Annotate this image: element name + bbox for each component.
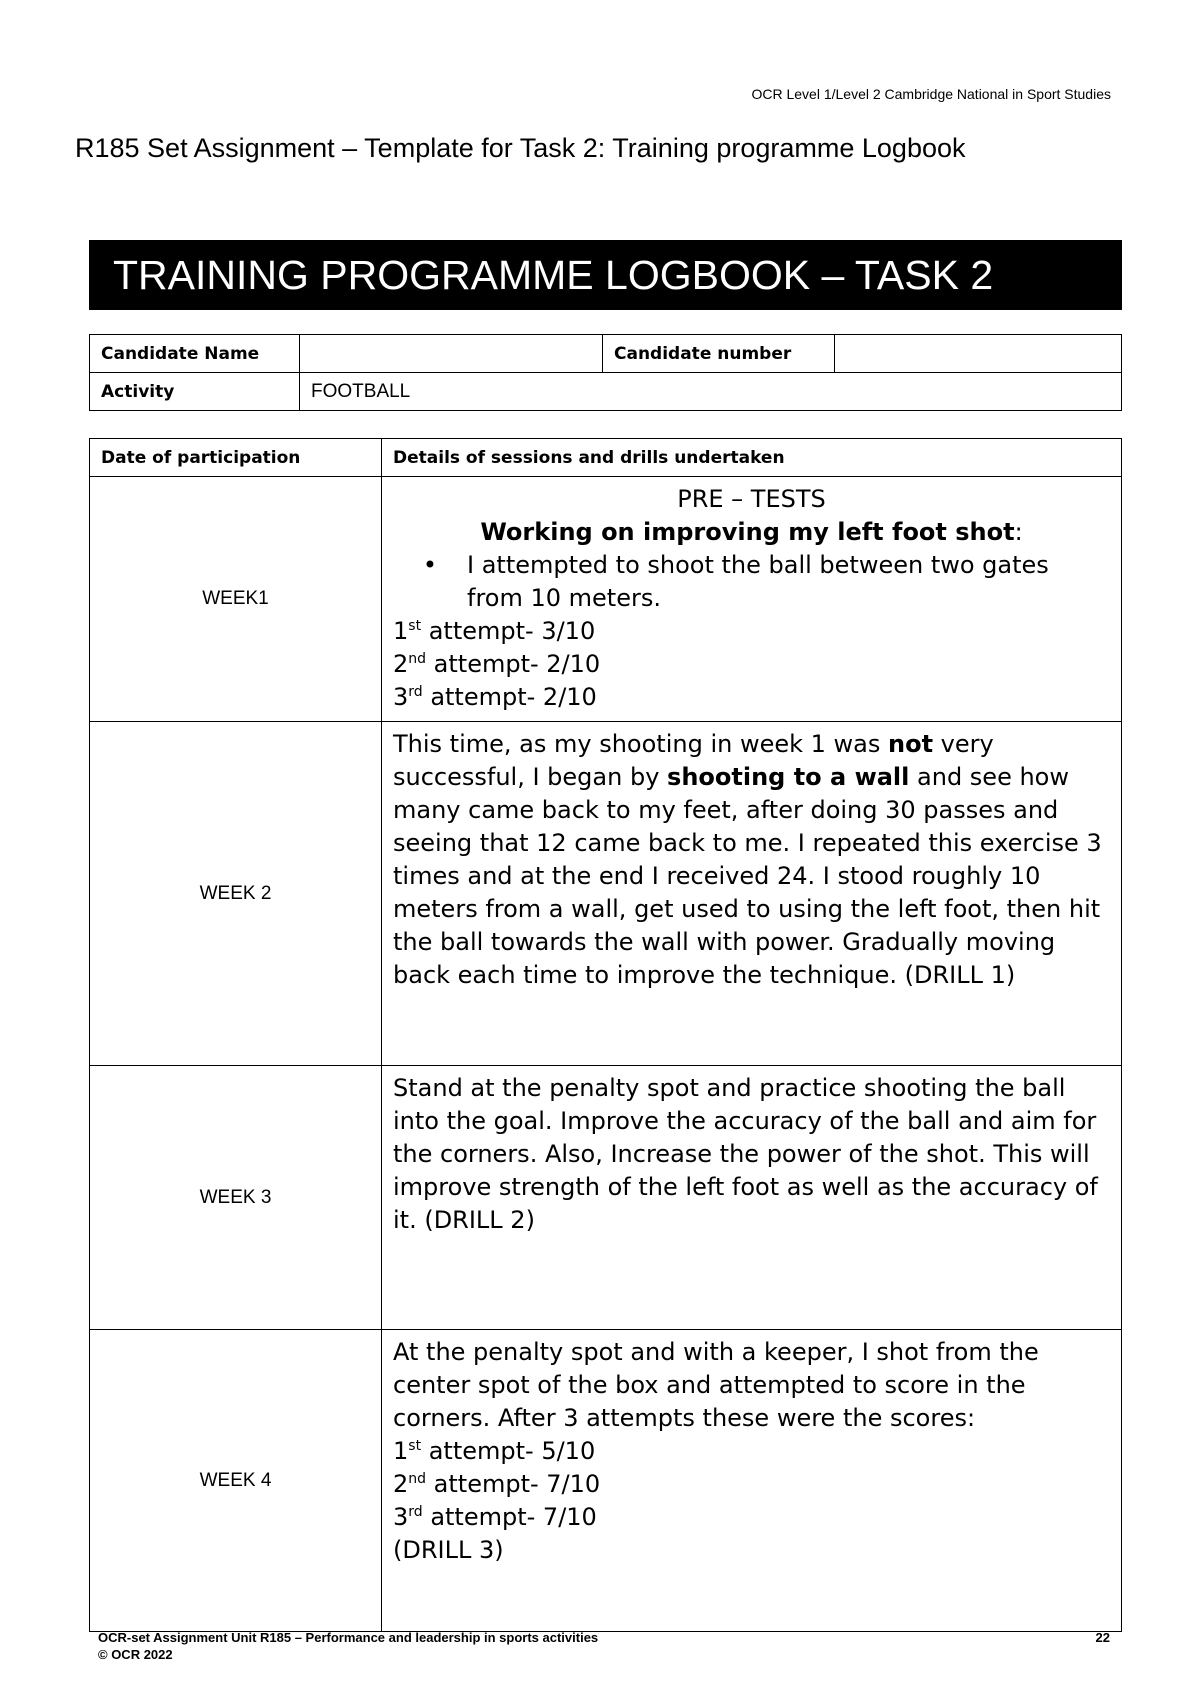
attempt-line: 3rd attempt- 2/10 [393,683,597,711]
session-details[interactable]: At the penalty spot and with a keeper, I shot from the center spot of the box and attempted to score in the corners. After 3 attempts these were the scores: 1st attempt- 5/10 2nd attempt- 7/10 3rd attempt- 7/10 (DRILL 3) [382,1330,1122,1632]
column-header-date: Date of participation [90,439,382,477]
week-label: WEEK1 [90,477,382,722]
drill-label: (DRILL 3) [393,1536,504,1564]
attempt-line: 1st attempt- 3/10 [393,617,596,645]
footer-unit: OCR-set Assignment Unit R185 – Performance and leadership in sports activities [98,1630,599,1645]
focus-line: Working on improving my left foot shot: [480,518,1023,546]
page-number: 22 [1095,1630,1110,1645]
week-label: WEEK 4 [90,1330,382,1632]
training-log-table [89,438,1122,1632]
attempt-line: 3rd attempt- 7/10 [393,1503,597,1531]
logbook-banner: TRAINING PROGRAMME LOGBOOK – TASK 2 [89,240,1122,310]
table-row [90,1330,1122,1632]
column-header-details: Details of sessions and drills undertaken [382,439,1122,477]
week-label: WEEK 2 [90,722,382,1066]
candidate-name-field[interactable] [300,335,603,373]
page-footer [98,1629,1110,1663]
footer-copyright: © OCR 2022 [98,1647,173,1662]
session-details[interactable] [382,477,1122,722]
list-item: • I attempted to shoot the ball between two gates from 10 meters. [393,549,1110,615]
activity-field[interactable]: FOOTBALL [300,373,1122,411]
candidate-info-table [89,334,1122,411]
attempt-line: 2nd attempt- 7/10 [393,1470,601,1498]
table-row [90,722,1122,1066]
candidate-number-field[interactable] [835,335,1122,373]
session-details[interactable]: This time, as my shooting in week 1 was not very successful, I began by shooting to a wall and see how many came back to my feet, after doing 30 passes and seeing that 12 came back to me. I repeated this exercise 3 times and at the end I received 24. I stood roughly 10 meters from a wall, get used to using the left foot, then hit the ball towards the wall with power. Gradually moving back each time to improve the technique. (DRILL 1) [382,722,1122,1066]
attempt-line: 1st attempt- 5/10 [393,1437,596,1465]
bullet-icon: • [422,551,438,579]
candidate-name-label: Candidate Name [90,335,300,373]
qualification-header: OCR Level 1/Level 2 Cambridge National in Sport Studies [751,86,1111,102]
table-row [90,1066,1122,1330]
document-title: R185 Set Assignment – Template for Task 2: Training programme Logbook [75,133,966,163]
session-details[interactable]: Stand at the penalty spot and practice shooting the ball into the goal. Improve the accuracy of the ball and aim for the corners. Also, Increase the power of the shot. This will improve strength of the left foot as well as the accuracy of it. (DRILL 2) [382,1066,1122,1330]
table-row [90,477,1122,722]
attempt-line: 2nd attempt- 2/10 [393,650,601,678]
week-label: WEEK 3 [90,1066,382,1330]
pre-tests-heading: PRE – TESTS [677,485,826,513]
candidate-number-label: Candidate number [603,335,835,373]
activity-label: Activity [90,373,300,411]
